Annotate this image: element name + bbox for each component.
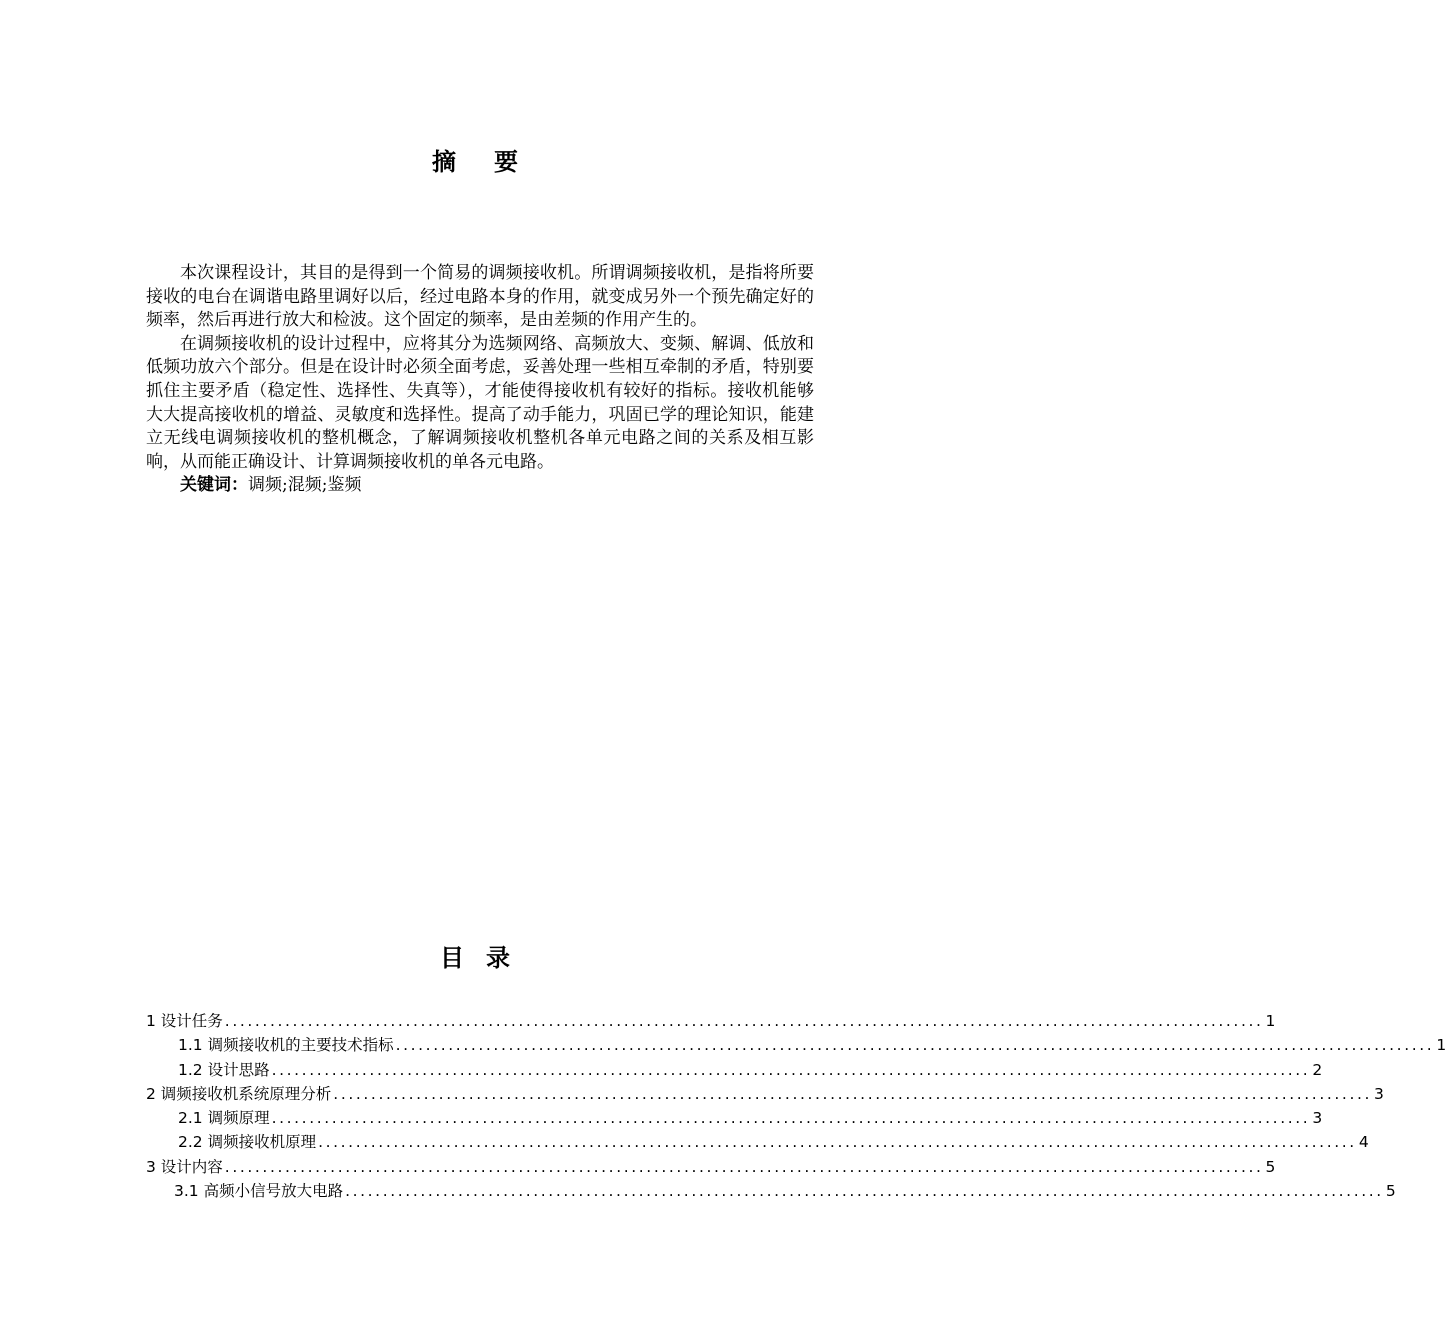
abstract-paragraph-1: 本次课程设计，其目的是得到一个简易的调频接收机。所谓调频接收机，是指将所要接收的电台在调谐电路里调好以后，经过电路本身的作用，就变成另外一个预先确定好的频率，然后再进行放大和检波。这个固定的频率，是由差频的作用产生的。 [146,263,814,331]
toc-entry-text: 1 设计任务 [146,1012,223,1030]
abstract-body [146,262,814,498]
toc-entry[interactable] [146,1033,1446,1057]
toc-entry-page: 2 [1312,1060,1323,1079]
toc-leader-dots: .......................................................................................................................................... [271,1109,1311,1128]
toc-leader-dots: .......................................................................................................................................... [224,1012,1264,1030]
toc-leader-dots: .......................................................................................................................................... [345,1182,1384,1201]
abstract-paragraph-2: 在调频接收机的设计过程中，应将其分为选频网络、高频放大、变频、解调、低放和低频功放六个部分。但是在设计时必须全面考虑，妥善处理一些相互牵制的矛盾，特别要抓住主要矛盾（稳定性、选择性、失真等），才能使得接收机有较好的指标。接收机能够大大提高接收机的增益、灵敏度和选择性。提高了动手能力，巩固已学的理论知识，能建立无线电调频接收机的整机概念，了解调频接收机整机各单元电路之间的关系及相互影响，从而能正确设计、计算调频接收机的单各元电路。 [146,333,814,472]
table-of-contents [146,1009,1446,1203]
toc-title: 目录 [440,944,532,972]
toc-leader-dots: .......................................................................................................................................... [224,1157,1264,1176]
toc-leader-dots: .......................................................................................................................................... [318,1133,1357,1152]
toc-entry-page: 3 [1374,1084,1384,1103]
toc-entry-page: 5 [1265,1157,1276,1176]
toc-entry-page: 3 [1312,1109,1323,1128]
toc-entry[interactable] [146,1058,1323,1082]
toc-entry[interactable] [146,1082,1384,1106]
toc-entry-text: 1.1 调频接收机的主要技术指标 [178,1036,394,1055]
toc-leader-dots: .......................................................................................................................................... [271,1060,1311,1079]
toc-leader-dots: .......................................................................................................................................... [395,1036,1435,1055]
toc-entry-page: 1 [1436,1036,1446,1055]
toc-entry-text: 1.2 设计思路 [178,1060,270,1079]
toc-entry[interactable] [146,1009,1276,1033]
toc-entry-text: 2.1 调频原理 [178,1109,270,1128]
toc-entry-text: 2.2 调频接收机原理 [178,1133,317,1152]
toc-entry-page: 5 [1385,1182,1396,1201]
keywords-value: 调频;混频;鉴频 [248,475,362,496]
abstract-title: 摘要 [432,148,556,176]
toc-entry[interactable] [146,1106,1323,1130]
toc-entry[interactable] [146,1130,1369,1154]
keywords-label: 关键词： [180,475,248,496]
toc-entry[interactable] [146,1155,1276,1179]
toc-entry-page: 1 [1265,1012,1276,1030]
toc-entry-text: 3 设计内容 [146,1157,223,1176]
toc-leader-dots: .......................................................................................................................................... [333,1084,1373,1103]
toc-entry-text: 2 调频接收机系统原理分析 [146,1084,332,1103]
toc-entry-text: 3.1 高频小信号放大电路 [174,1182,344,1201]
keywords-line [146,474,814,498]
toc-entry-page: 4 [1358,1133,1369,1152]
toc-entry[interactable] [146,1179,1396,1203]
